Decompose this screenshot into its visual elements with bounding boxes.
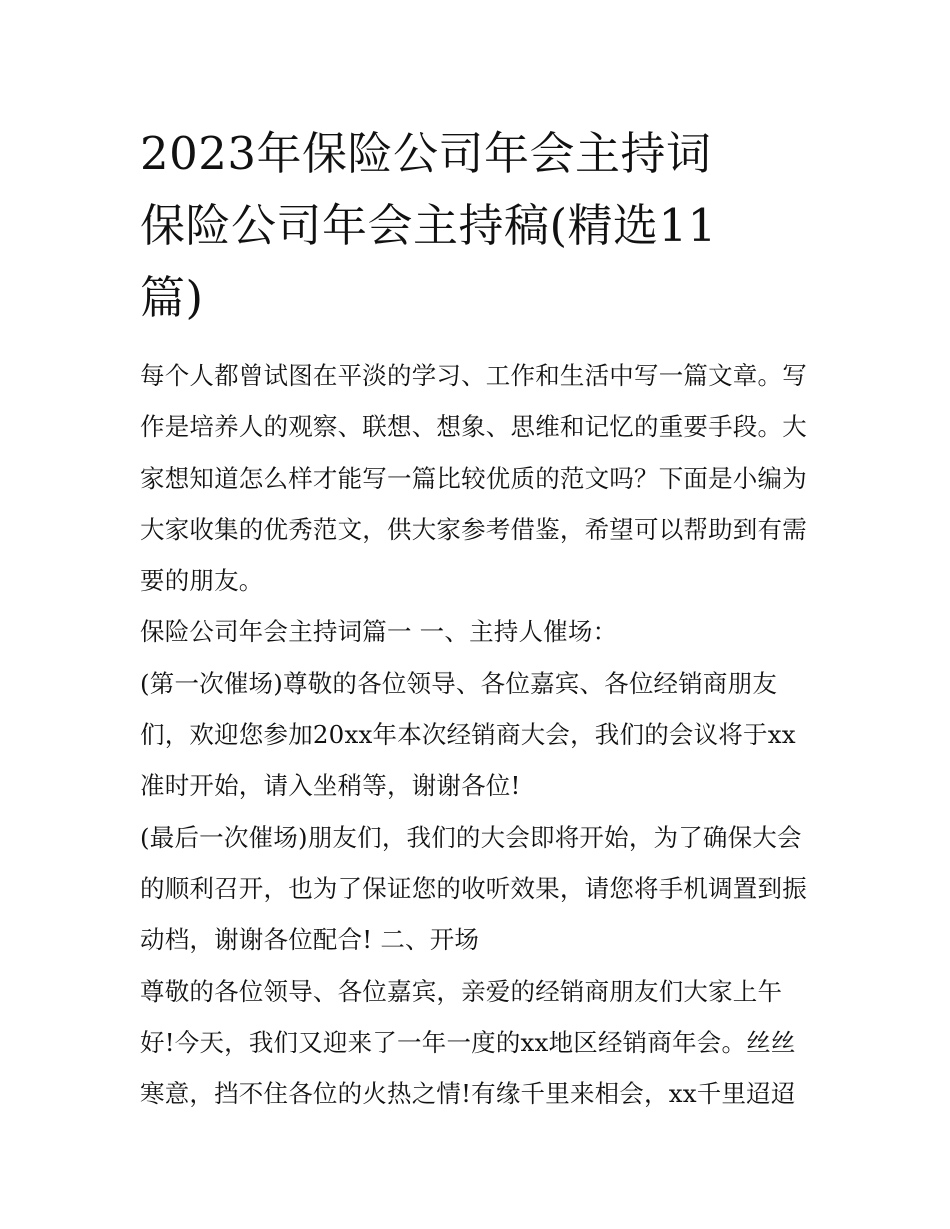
body-line: 要的朋友。: [140, 566, 264, 596]
body-line: 动档，谢谢各位配合! 二、开场: [140, 925, 480, 955]
body-line: 寒意，挡不住各位的火热之情!有缘千里来相会，xx千里迢迢: [140, 1079, 796, 1109]
body-line: 的顺利召开，也为了保证您的收听效果，请您将手机调置到振: [140, 873, 807, 903]
body-line: 尊敬的各位领导、各位嘉宾，亲爱的经销商朋友们大家上午: [140, 976, 783, 1006]
document-title: [140, 118, 820, 334]
body-line: 们，欢迎您参加20xx年本次经销商大会，我们的会议将于xx: [140, 720, 796, 750]
body-line: 每个人都曾试图在平淡的学习、工作和生活中写一篇文章。写: [140, 361, 807, 390]
body-line: 保险公司年会主持词篇一 一、主持人催场：: [140, 617, 618, 647]
document-body: [140, 350, 820, 1119]
title-line: 保险公司年会主持稿(精选11: [140, 199, 717, 252]
title-line: 篇): [140, 271, 204, 324]
title-line: 2023年保险公司年会主持词: [140, 127, 712, 180]
document-page: [140, 118, 820, 1119]
body-line: 好!今天，我们又迎来了一年一度的xx地区经销商年会。丝丝: [140, 1027, 796, 1057]
body-line: 大家收集的优秀范文，供大家参考借鉴，希望可以帮助到有需: [140, 514, 807, 544]
body-line: 准时开始，请入坐稍等，谢谢各位!: [140, 771, 521, 801]
body-line: (第一次催场)尊敬的各位领导、各位嘉宾、各位经销商朋友: [140, 668, 778, 698]
body-line: 家想知道怎么样才能写一篇比较优质的范文吗？下面是小编为: [140, 463, 807, 493]
body-line: (最后一次催场)朋友们，我们的大会即将开始，为了确保大会: [140, 822, 802, 852]
body-line: 作是培养人的观察、联想、想象、思维和记忆的重要手段。大: [140, 412, 807, 442]
